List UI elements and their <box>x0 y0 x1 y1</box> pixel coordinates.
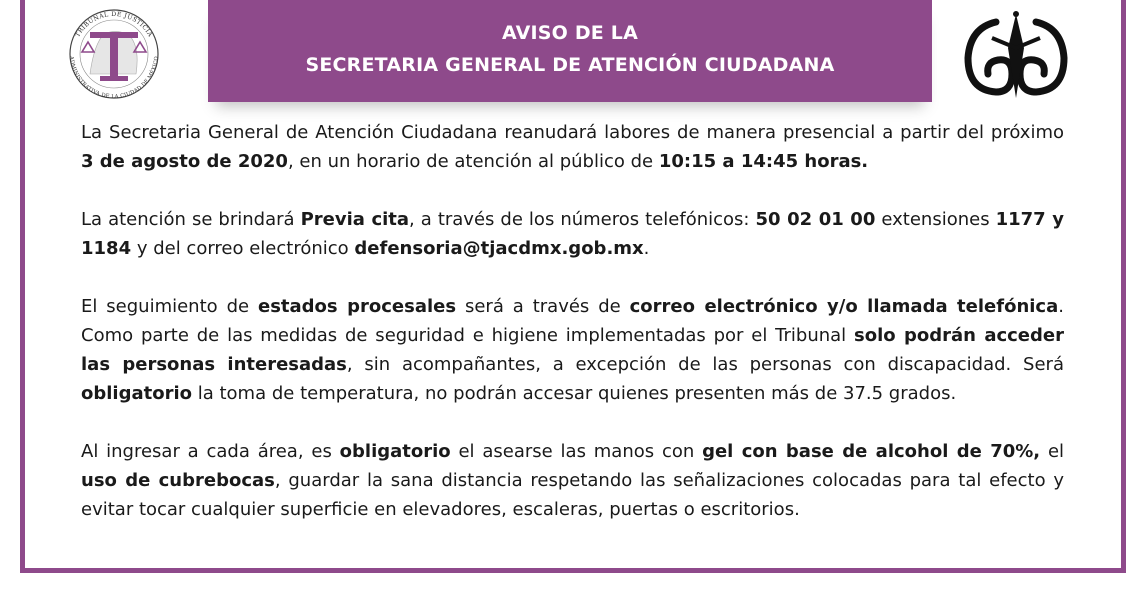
text-span: La atención se brindará <box>81 209 301 230</box>
text-span: extensiones <box>875 209 996 230</box>
text-span: será a través de <box>456 296 630 317</box>
text-span: La Secretaria General de Atención Ciudadana reanudará labores de manera presencial a partir del próximo <box>81 122 1064 143</box>
paragraph-reopening <box>81 118 1064 176</box>
mandatory-highlight: obligatorio <box>81 383 193 404</box>
text-span: el <box>1040 441 1065 462</box>
paragraph-hygiene <box>81 437 1064 524</box>
text-span: , en un horario de atención al público de <box>287 151 659 172</box>
svg-text:ADMINISTRATIVA DE LA CIUDAD DE: ADMINISTRATIVA DE LA CIUDAD DE MÉXICO <box>68 55 160 101</box>
mandatory-highlight: obligatorio <box>339 441 451 462</box>
svg-text:TRIBUNAL DE JUSTICIA: TRIBUNAL DE JUSTICIA <box>74 10 154 39</box>
text-span: y del correo electrónico <box>131 238 355 259</box>
email-address: defensoria@tjacdmx.gob.mx <box>354 238 644 259</box>
banner-title-line1: AVISO DE LA <box>501 22 639 44</box>
text-span: la toma de temperatura, no podrán accesar quienes presenten más de 37.5 grados. <box>192 383 957 404</box>
mask-highlight: uso de cubrebocas <box>81 470 275 491</box>
text-span: . Como parte de las medidas de seguridad e higiene implementadas por el Tribunal <box>81 296 1064 346</box>
text-span: , a través de los números telefónicos: <box>409 209 756 230</box>
phone-number: 50 02 01 00 <box>755 209 876 230</box>
text-span: el asearse las manos con <box>450 441 703 462</box>
text-span: Al ingresar a cada área, es <box>81 441 340 462</box>
hours-highlight: 10:15 a 14:45 horas. <box>658 151 869 172</box>
ornamental-emblem-icon <box>956 8 1076 102</box>
phone-extensions: 1177 y 1184 <box>81 209 1064 259</box>
text-span: , sin acompañantes, a excepción de las personas con discapacidad. Será <box>346 354 1064 375</box>
gel-highlight: gel con base de alcohol de 70%, <box>702 441 1041 462</box>
paragraph-procedures <box>81 292 1064 408</box>
banner-title-line2: SECRETARIA GENERAL DE ATENCIÓN CIUDADANA <box>305 54 835 76</box>
appointment-highlight: Previa cita <box>300 209 410 230</box>
contact-method-highlight: correo electrónico y/o llamada telefónica <box>629 296 1059 317</box>
text-span: . <box>643 238 650 259</box>
text-span: El seguimiento de <box>81 296 258 317</box>
notice-banner <box>208 0 932 102</box>
tribunal-seal-icon <box>60 4 168 102</box>
date-highlight: 3 de agosto de 2020 <box>81 151 288 172</box>
access-restriction-highlight: solo podrán acceder las personas interesadas <box>81 325 1064 375</box>
text-span: , guardar la sana distancia respetando las señalizaciones colocadas para tal efecto y evitar tocar cualquier superficie en elevadores, escaleras, puertas o escritorios. <box>81 470 1065 520</box>
notice-body <box>81 118 1064 524</box>
procedural-status-highlight: estados procesales <box>258 296 457 317</box>
paragraph-appointments <box>81 205 1064 263</box>
